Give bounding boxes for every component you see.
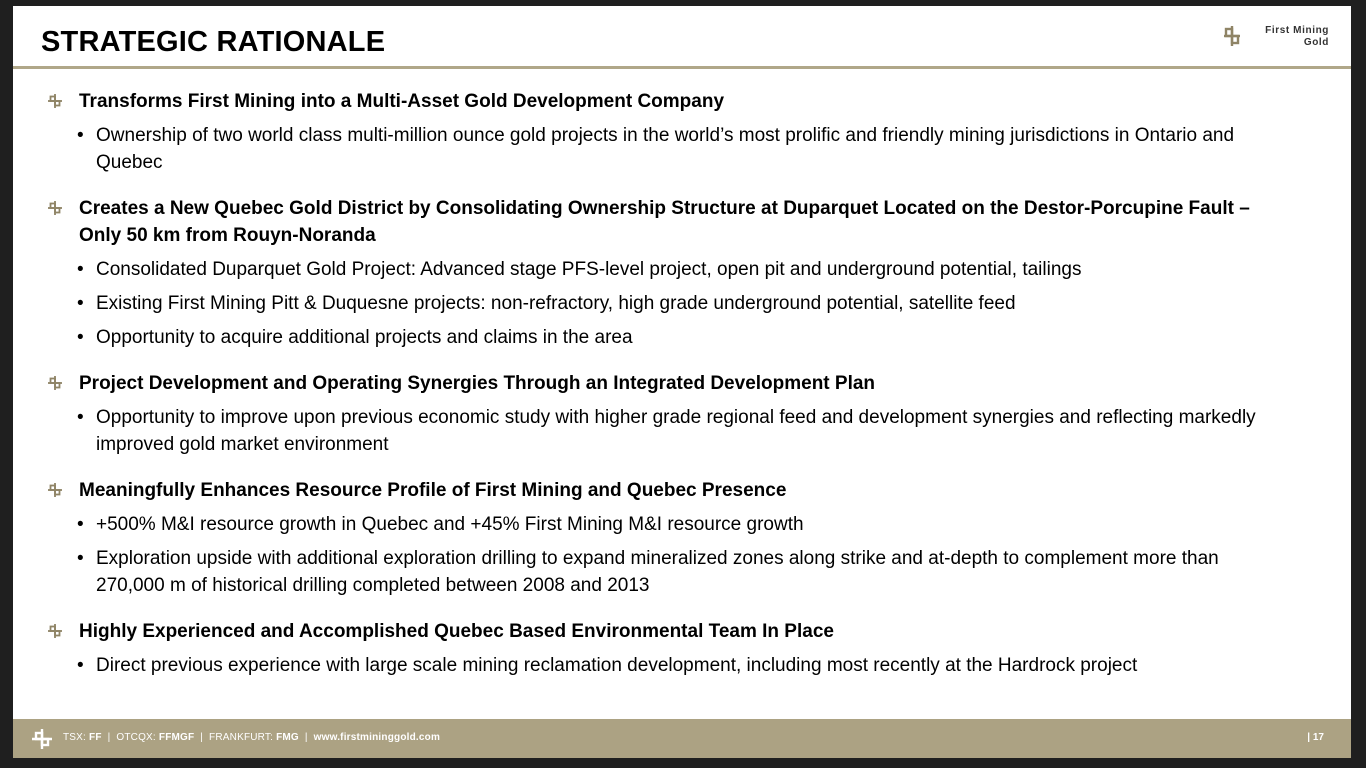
first-mining-knot-icon [47,482,63,498]
logo-line-2: Gold [1303,37,1329,48]
section-heading: Creates a New Quebec Gold District by Consolidating Ownership Structure at Duparquet Located on the Destor-Porcupine Fault – Only 50 km from Rouyn-Noranda [79,198,1250,246]
list-item: • Consolidated Duparquet Gold Project: Advanced stage PFS-level project, open pit and underground potential, tailings [77,259,1082,280]
first-mining-knot-icon [47,375,63,391]
footer-bar [13,719,1351,758]
title-divider [13,66,1351,69]
frankfurt-ticker: FMG [276,732,299,743]
first-mining-knot-icon [47,93,63,109]
section-heading: Transforms First Mining into a Multi-Asset Gold Development Company [79,91,725,112]
first-mining-logo-icon [1221,24,1243,48]
list-item: • Ownership of two world class multi-million ounce gold projects in the world’s most prolific and friendly mining jurisdictions in Ontario and Quebec [77,125,1235,173]
logo-line-1: First Mining [1265,25,1329,36]
list-item: • Existing First Mining Pitt & Duquesne projects: non-refractory, high grade underground potential, satellite feed [77,293,1016,314]
section-3 [13,370,1351,458]
content-list [13,88,1351,698]
list-item: • +500% M&I resource growth in Quebec and +45% First Mining M&I resource growth [77,514,804,535]
section-2 [13,195,1351,351]
company-logo [1221,22,1331,52]
section-heading: Highly Experienced and Accomplished Quebec Based Environmental Team In Place [79,621,834,642]
list-item: • Direct previous experience with large scale mining reclamation development, including most recently at the Hardrock project [77,655,1138,676]
section-heading: Meaningfully Enhances Resource Profile of First Mining and Quebec Presence [79,480,787,501]
page-title: STRATEGIC RATIONALE [41,26,386,58]
section-4 [13,477,1351,599]
page-number: | 17 [1307,732,1324,743]
list-item: • Opportunity to improve upon previous economic study with higher grade regional feed and development synergies and reflecting markedly improved gold market environment [77,407,1256,455]
first-mining-knot-icon [47,623,63,639]
otcqx-ticker: FFMGF [158,732,195,743]
section-5 [13,618,1351,679]
section-heading: Project Development and Operating Synergies Through an Integrated Development Plan [79,373,876,394]
list-item: • Exploration upside with additional exploration drilling to expand mineralized zones along strike and at-depth to complement more than 270,000 m of historical drilling completed between 2008 and 2013 [77,548,1219,596]
first-mining-logo-icon [30,727,54,751]
first-mining-knot-icon [47,200,63,216]
ticker-info: TSX: FF | OTCQX: FFMGF | FRANKFURT: FMG | www.firstmininggold.com [63,732,441,743]
website-link[interactable]: www.firstmininggold.com [313,732,441,743]
slide [13,6,1351,758]
list-item: • Opportunity to acquire additional projects and claims in the area [77,327,633,348]
tsx-ticker: FF [89,732,102,743]
section-1 [13,88,1351,176]
logo-wordmark [1251,25,1329,49]
